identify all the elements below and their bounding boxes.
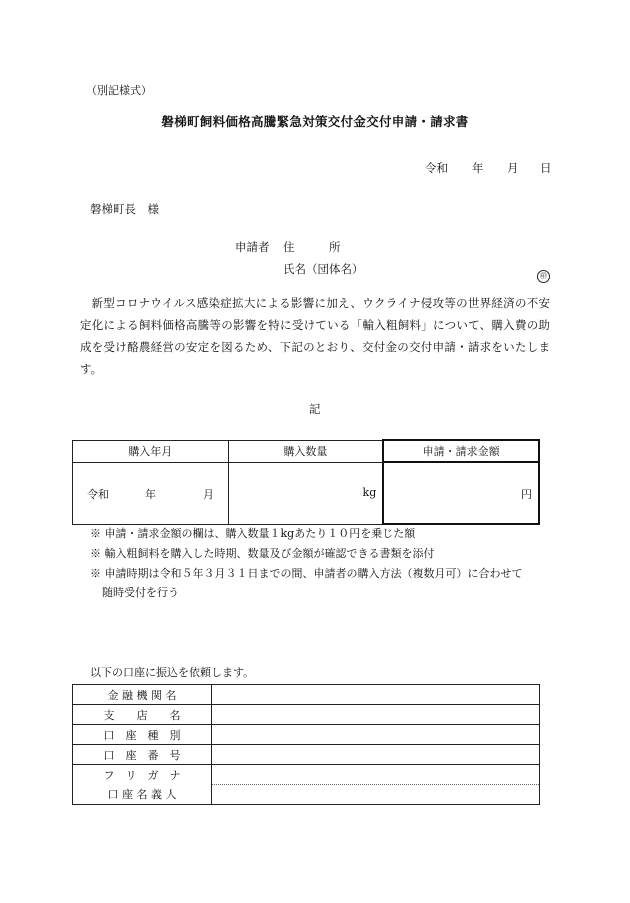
note-2: ※ 輸入粗飼料を購入した時期、数量及び金額が確認できる書類を添付 — [90, 547, 435, 560]
bank-label-furigana: フ リ ガ ナ — [73, 765, 212, 785]
note-1: ※ 申請・請求金額の欄は、購入数量１kgあたり１０円を乗じた額 — [90, 527, 416, 540]
ki-heading: 記 — [309, 402, 321, 416]
header-purchase-quantity: 購入数量 — [228, 440, 383, 462]
date-era: 令和 — [425, 161, 448, 175]
purchase-year: 年 — [145, 487, 156, 501]
date-day: 日 — [540, 161, 552, 175]
bank-input-account-type[interactable] — [212, 725, 540, 745]
purchase-table-header-row — [73, 440, 540, 462]
bank-label-branch: 支 店 名 — [73, 705, 212, 725]
body-paragraph: 新型コロナウイルス感染症拡大による影響に加え、ウクライナ侵攻等の世界経済の不安定化による飼料価格高騰等の影響を特に受けている「輸入粗飼料」について、購入費の助成を受け酪農経営の安定を図るため、下記のとおり、交付金の交付申請・請求をいたします。 — [80, 296, 550, 376]
bank-row-branch — [73, 705, 540, 725]
document-title: 磐梯町飼料価格高騰緊急対策交付金交付申請・請求書 — [161, 114, 469, 129]
request-amount-cell[interactable] — [383, 462, 539, 524]
quantity-unit: kg — [362, 485, 377, 499]
seal-icon: ㊞ — [537, 270, 550, 283]
bank-row-furigana — [73, 765, 540, 785]
seal-mark — [537, 263, 550, 283]
bank-input-institution[interactable] — [212, 685, 540, 705]
date-year: 年 — [472, 161, 484, 175]
purchase-month-cell[interactable] — [73, 462, 229, 524]
purchase-table — [72, 439, 540, 525]
applicant-label: 申請者 — [235, 240, 270, 254]
note-3-continued: 随時受付を行う — [102, 586, 179, 599]
purchase-era: 令和 — [87, 487, 109, 501]
purchase-month: 月 — [203, 487, 214, 501]
bank-row-institution — [73, 685, 540, 705]
header-request-amount: 申請・請求金額 — [383, 440, 539, 462]
bank-table — [72, 684, 540, 805]
bank-row-account-holder — [73, 785, 540, 805]
purchase-table-row — [73, 462, 540, 524]
bank-input-furigana[interactable] — [212, 765, 540, 785]
form-label: （別記様式） — [86, 84, 152, 97]
address-label: 住 所 — [283, 240, 341, 254]
bank-input-branch[interactable] — [212, 705, 540, 725]
date-month: 月 — [507, 161, 519, 175]
bank-input-account-number[interactable] — [212, 745, 540, 765]
bank-row-account-number — [73, 745, 540, 765]
name-label: 氏名（団体名） — [283, 262, 364, 276]
purchase-quantity-cell[interactable] — [228, 462, 383, 524]
addressee: 磐梯町長 様 — [90, 202, 159, 216]
bank-row-account-type — [73, 725, 540, 745]
amount-unit: 円 — [521, 488, 532, 501]
bank-label-account-number: 口 座 番 号 — [73, 745, 212, 765]
header-purchase-month: 購入年月 — [73, 440, 229, 462]
bank-label-account-type: 口 座 種 別 — [73, 725, 212, 745]
note-3: ※ 申請時期は令和５年３月３１日までの間、申請者の購入方法（複数月可）に合わせて — [90, 567, 523, 580]
bank-label-account-holder: 口 座 名 義 人 — [73, 785, 212, 805]
bank-label-institution: 金 融 機 関 名 — [73, 685, 212, 705]
bank-input-account-holder[interactable] — [212, 785, 540, 805]
bank-intro: 以下の口座に振込を依頼します。 — [90, 666, 255, 679]
